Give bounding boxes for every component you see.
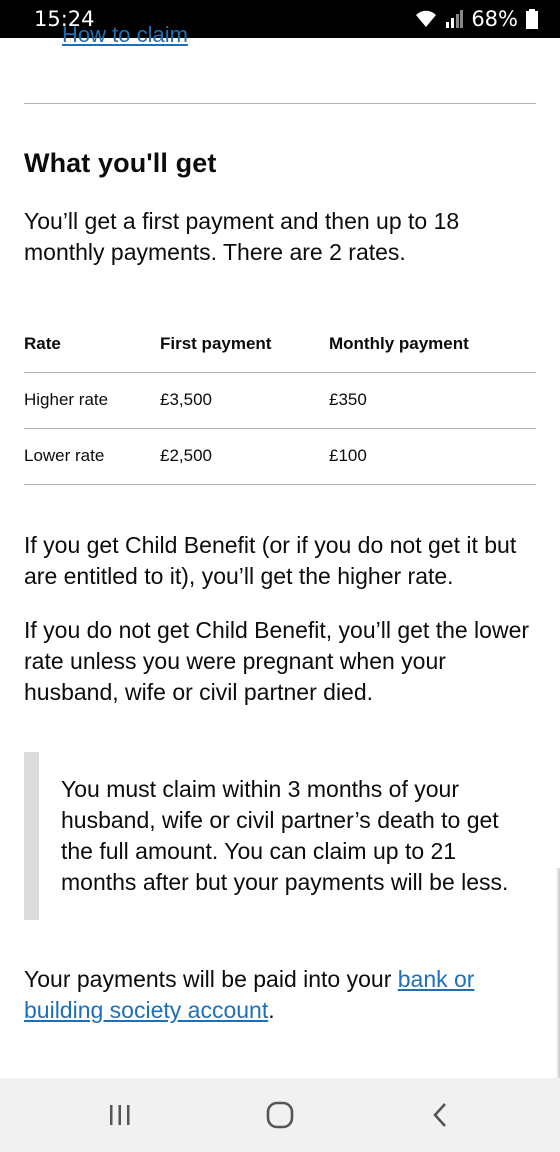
section-divider [24,103,536,104]
back-icon [431,1102,449,1128]
first-payment-cell: £3,500 [160,372,329,428]
page-content [0,22,560,1078]
payment-paragraph [24,964,544,1026]
table-header-row [24,316,536,372]
scroll-indicator [556,868,560,1078]
intro-paragraph: You’ll get a first payment and then up to 18 monthly payments. There are 2 rates. [24,208,460,265]
monthly-payment-cell: £100 [329,428,536,484]
battery-icon [526,9,538,29]
inset-text-content: You must claim within 3 months of your husband, wife or civil partner’s death to get the full amount. You can claim up to 21 months after but your payments will be less. [61,776,509,895]
navigation-bar [0,1078,560,1152]
rates-table [24,316,536,485]
home-icon [266,1101,294,1129]
status-time: 15:24 [34,7,95,31]
recent-apps-icon [108,1104,132,1126]
rate-name-cell: Higher rate [24,372,160,428]
no-child-benefit-paragraph: If you do not get Child Benefit, you’ll get the lower rate unless you were pregnant when your husband, wife or civil partner died. [24,617,530,705]
wifi-icon [415,9,437,29]
bank-account-link[interactable]: bank or building society account [24,966,475,1023]
status-icons [415,7,538,31]
home-button[interactable] [250,1085,310,1145]
section-heading: What you'll get [24,148,217,178]
rate-name-cell: Lower rate [24,428,160,484]
payment-text: Your payments will be paid into your [24,966,398,992]
battery-percent: 68% [471,7,518,31]
child-benefit-paragraph: If you get Child Benefit (or if you do not get it but are entitled to it), you’ll get the higher rate. [24,532,517,589]
payment-text-end: . [268,997,275,1023]
recent-apps-button[interactable] [90,1085,150,1145]
back-button[interactable] [410,1085,470,1145]
column-header-first-payment: First payment [160,316,329,372]
signal-icon [445,10,463,28]
how-to-claim-link[interactable]: How to claim [62,22,188,47]
table-row [24,372,536,428]
first-payment-cell: £2,500 [160,428,329,484]
column-header-rate: Rate [24,316,160,372]
monthly-payment-cell: £350 [329,372,536,428]
inset-text [24,752,536,920]
table-row [24,428,536,484]
column-header-monthly-payment: Monthly payment [329,316,536,372]
